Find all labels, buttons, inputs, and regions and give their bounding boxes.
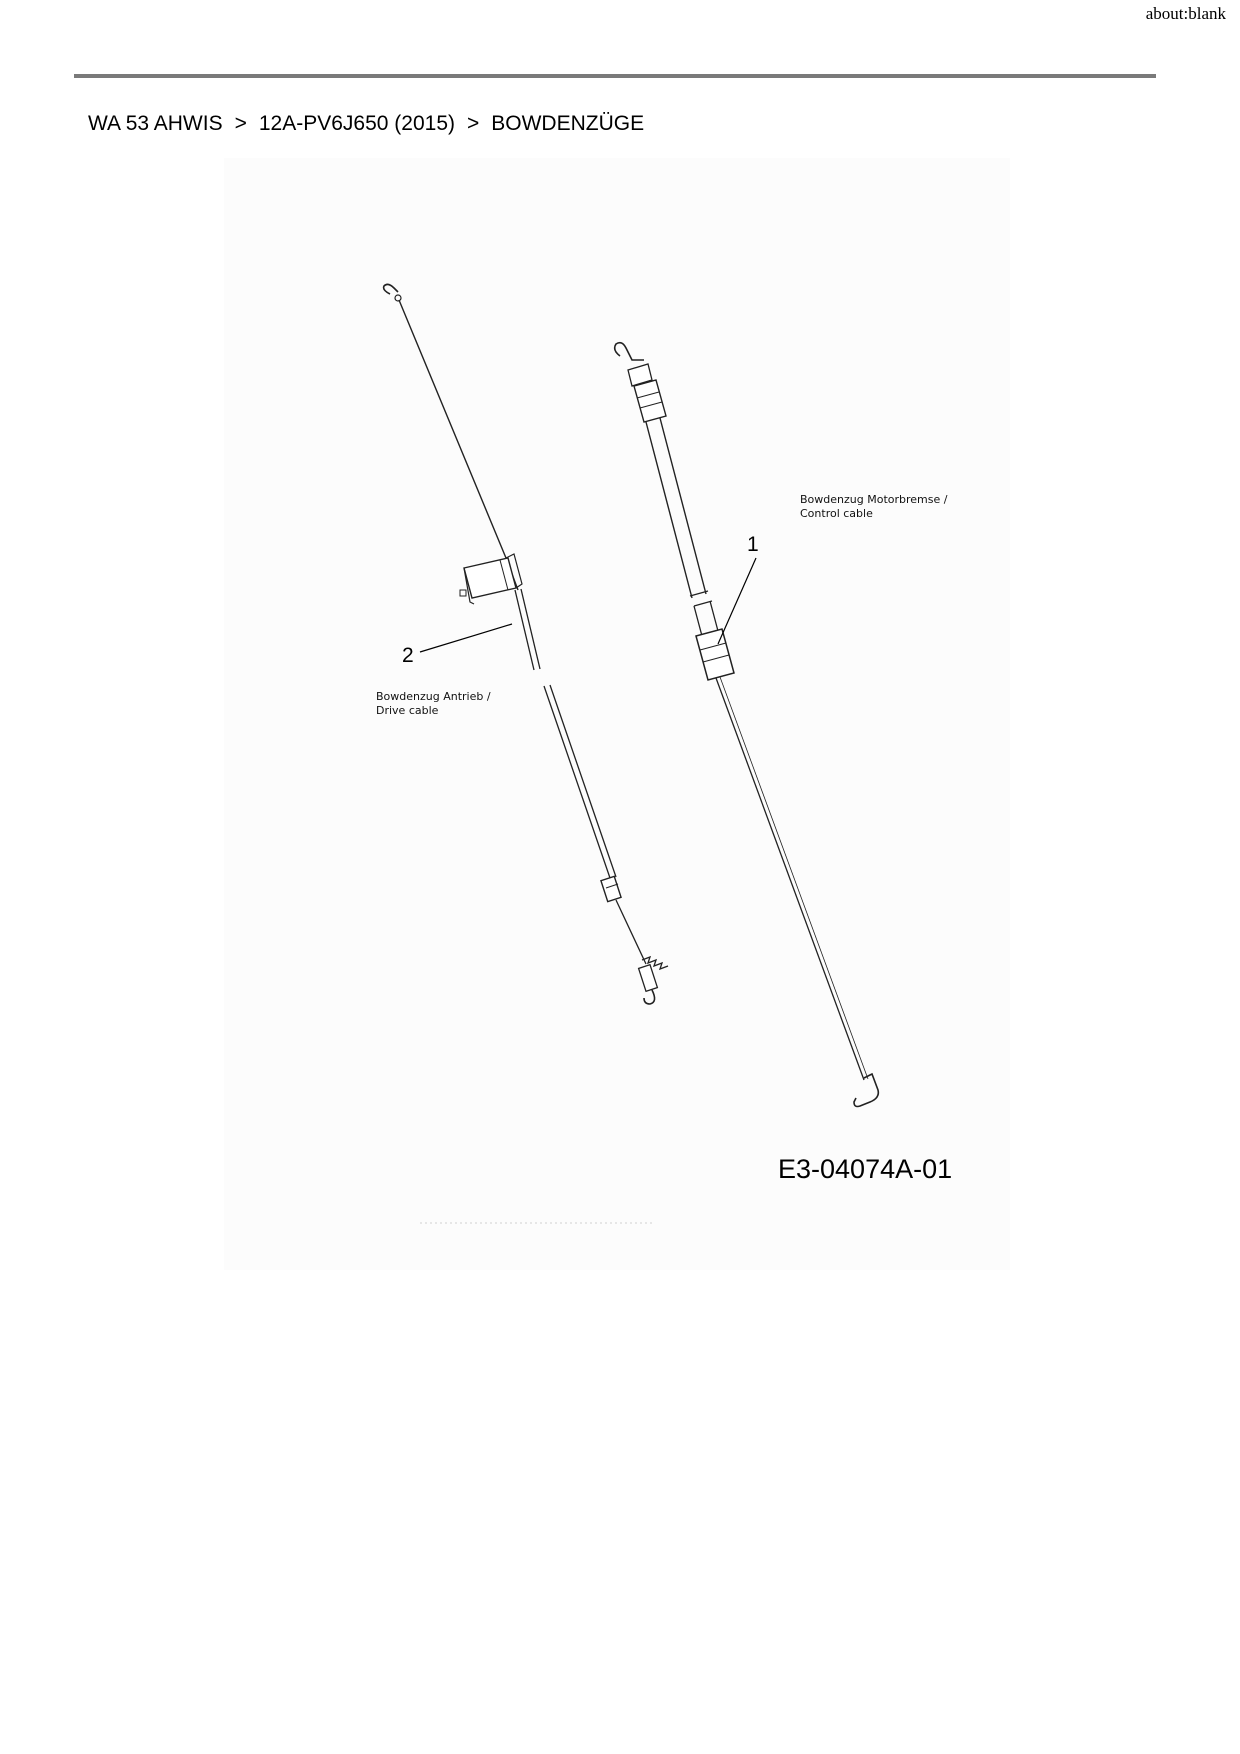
drive-cable-label-line1: Bowdenzug Antrieb / [376, 690, 491, 703]
parts-diagram [224, 158, 1010, 1270]
breadcrumb-item-section: BOWDENZÜGE [491, 112, 645, 135]
header-divider [74, 74, 1156, 78]
breadcrumb [88, 112, 644, 136]
control-cable[interactable] [615, 343, 879, 1107]
breadcrumb-item-model[interactable]: WA 53 AHWIS [88, 112, 223, 135]
breadcrumb-separator: > [234, 112, 247, 135]
callout-1-leader [718, 558, 756, 644]
browser-url-label: about:blank [1145, 4, 1226, 23]
control-cable-label-line1: Bowdenzug Motorbremse / [800, 493, 948, 506]
control-cable-label-line2: Control cable [800, 507, 873, 520]
callout-number-2[interactable]: 2 [402, 644, 414, 667]
breadcrumb-separator: > [467, 112, 480, 135]
breadcrumb-item-variant[interactable]: 12A-PV6J650 (2015) [258, 112, 455, 135]
parts-diagram-drawing [224, 158, 1010, 1270]
callout-number-1[interactable]: 1 [747, 533, 759, 556]
callout-2-leader [420, 624, 512, 652]
drive-cable-label-line2: Drive cable [376, 704, 439, 717]
drawing-code: E3-04074A-01 [778, 1154, 953, 1184]
drive-cable[interactable] [384, 284, 668, 1004]
